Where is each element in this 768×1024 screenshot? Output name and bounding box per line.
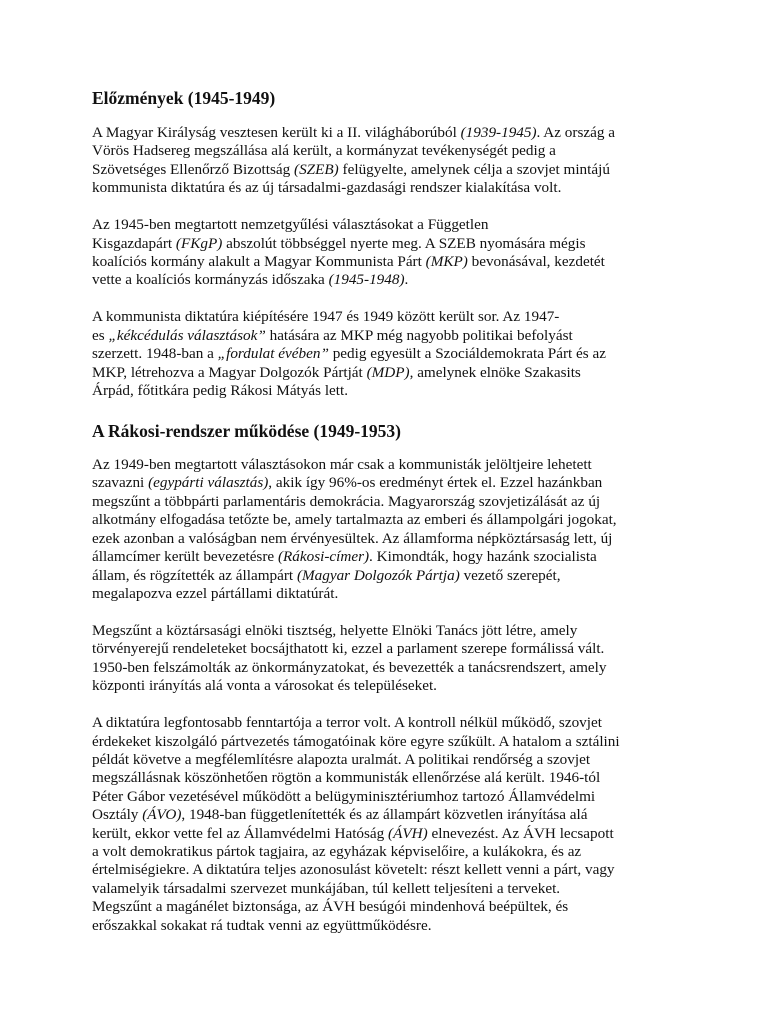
text-segment: Vörös Hadsereg megszállása alá került, a kormányzat tevékenységét pedig a [92,142,556,160]
text-line [92,567,682,585]
text-line [92,714,682,732]
text-segment: Szövetséges Ellenőrző Bizottság [92,160,295,178]
section-elozmenyek [92,124,682,400]
text-segment: felügyelte, amelynek célja a szovjet mintájú [338,160,610,178]
text-segment: Árpád, főtitkára pedig Rákosi Mátyás lett. [92,382,349,400]
paragraph [92,308,682,400]
text-line [92,677,682,695]
italic-term: „fordulat évében” [217,345,329,363]
text-segment: vette a koalíciós kormányzás időszaka [92,271,329,289]
text-segment: A diktatúra legfontosabb fenntartója a terror volt. A kontroll nélkül működő, szovjet [92,714,602,732]
section-heading-rakosi-rendszer: A Rákosi-rendszer működése (1949-1953) [92,421,402,442]
text-line [92,216,682,234]
paragraph [92,456,682,603]
text-segment: MKP, létrehozva a Magyar Dolgozók Pártját [92,363,367,381]
italic-term: (MKP) [425,253,468,271]
text-line [92,585,682,603]
text-segment: központi irányítás alá vonta a városokat és településeket. [92,677,437,695]
text-line [92,733,682,751]
text-segment: szerzett. 1948-ban a [92,345,218,363]
text-segment: . [404,271,409,289]
text-segment: erőszakkal sokakat rá tudtak venni az együttműködésre. [92,916,432,934]
text-segment: , amelynek elnöke Szakasits [409,363,581,381]
text-line [92,880,682,898]
text-segment: kommunista diktatúra és az új társadalmi-gazdasági rendszer kialakítása volt. [92,179,562,197]
text-line [92,769,682,787]
section-rakosi-rendszer [92,456,682,935]
text-segment: megszállásnak köszönhetően rögtön a kommunisták ellenőrzése alá került. 1946-tól [92,769,601,787]
text-segment: érdekeket kiszolgáló pártvezetés támogatóinak köre egyre szűkült. A hatalom a sztálini [92,732,620,750]
text-line [92,659,682,677]
italic-term: „kékcédulás választások” [108,326,266,344]
text-line [92,640,682,658]
text-line [92,530,682,548]
paragraph [92,622,682,696]
text-segment: alkotmány elfogadása tetőzte be, amely tartalmazta az emberi és állampolgári jogokat, [92,511,617,529]
text-segment: Kisgazdapárt [92,234,176,252]
text-segment: A Magyar Királyság vesztesen került ki a II. világháborúból [92,124,461,141]
text-line [92,898,682,916]
text-segment: Osztály [92,806,143,824]
text-line [92,788,682,806]
text-segment: vezető szerepét, [459,566,561,584]
italic-term: (FKgP) [175,234,223,252]
text-segment: szavazni [92,474,149,492]
section-heading-elozmenyek: Előzmények (1945-1949) [92,88,276,108]
text-line [92,179,682,197]
text-line [92,806,682,824]
text-segment: megalapozva ezzel pártállami diktatúrát. [92,584,339,602]
text-line [92,271,682,289]
text-segment: került, ekkor vette fel az Államvédelmi Hatóság [92,824,389,842]
text-segment: Megszűnt a köztársasági elnöki tisztség, helyette Elnöki Tanács jött létre, amely [92,621,578,639]
text-line [92,382,682,400]
text-segment: , akik így 96%-os eredményt értek el. Ezzel hazánkban [268,474,603,492]
text-segment: elnevezést. Az ÁVH lecsapott [427,824,614,842]
text-segment: a volt demokratikus pártok tagjaira, az egyházak képviselőire, a kulákokra, és az [92,842,582,860]
text-segment: hatására az MKP még nagyobb politikai befolyást [265,326,573,344]
italic-term: (egypárti választás) [148,474,269,492]
text-line [92,548,682,566]
text-segment: es [92,326,109,344]
paragraph [92,216,682,290]
text-line [92,861,682,879]
text-segment: . Az ország a [536,124,615,141]
text-line [92,456,682,474]
italic-term: (1939-1945) [460,124,537,141]
text-line [92,161,682,179]
text-segment: törvényerejű rendeleteket bocsájthatott ki, ezzel a parlament szerepe formálissá vált. [92,640,605,658]
text-line [92,253,682,271]
text-line [92,364,682,382]
text-segment: A kommunista diktatúra kiépítésére 1947 és 1949 között került sor. Az 1947- [92,308,560,326]
text-segment: . Kimondták, hogy hazánk szocialista [369,548,597,566]
text-line [92,327,682,345]
text-line [92,751,682,769]
italic-term: (Rákosi-címer) [277,548,370,566]
text-line [92,843,682,861]
text-line [92,825,682,843]
paragraph [92,124,682,198]
italic-term: (ÁVH) [388,824,428,842]
text-segment: állam, és rögzítették az állampárt [92,566,297,584]
text-segment: megszűnt a többpárti parlamentáris demokrácia. Magyarország szovjetizálását az új [92,492,601,510]
text-line [92,235,682,253]
text-segment: , 1948-ban függetlenítették és az állampárt közvetlen irányítása alá [181,806,588,824]
text-line [92,142,682,160]
text-line [92,474,682,492]
paragraph [92,714,682,935]
text-line [92,622,682,640]
italic-term: (MDP) [366,363,410,381]
text-segment: Megszűnt a magánélet biztonsága, az ÁVH besúgói mindenhová beépültek, és [92,898,569,916]
text-segment: bevonásával, kezdetét [467,253,605,271]
text-segment: ezek azonban a valóságban nem érvényesültek. Az államforma népköztársaság lett, új [92,529,613,547]
italic-term: (Magyar Dolgozók Pártja) [296,566,460,584]
text-segment: valamelyik társadalmi szervezet munkájában, túl kellett teljesíteni a terveket. [92,879,561,897]
text-segment: abszolút többséggel nyerte meg. A SZEB nyomására mégis [222,234,586,252]
italic-term: (1945-1948) [328,271,405,289]
italic-term: (SZEB) [294,160,339,178]
text-line [92,124,682,142]
text-segment: pedig egyesült a Szociáldemokrata Párt és az [328,345,606,363]
text-line [92,493,682,511]
text-segment: Az 1945-ben megtartott nemzetgyűlési választásokat a Független [92,216,489,234]
text-segment: 1950-ben felszámolták az önkormányzatokat, és bevezették a tanácsrendszert, amely [92,658,607,676]
text-segment: Péter Gábor vezetésével működött a belügyminisztériumhoz tartozó Államvédelmi [92,787,596,805]
text-segment: koalíciós kormány alakult a Magyar Kommunista Párt [92,253,426,271]
text-segment: példát követve a megfélemlítésre alapozta uralmát. A politikai rendőrség a szovjet [92,750,591,768]
text-segment: államcímer került bevezetésre [92,548,278,566]
text-segment: Az 1949-ben megtartott választásokon már csak a kommunisták jelöltjeire lehetett [92,456,592,474]
text-line [92,917,682,935]
text-line [92,511,682,529]
text-line [92,345,682,363]
text-segment: értelmiségiekre. A diktatúra teljes azonosulást követelt: részt kellett venni a párt, vagy [92,861,615,879]
text-line [92,308,682,326]
italic-term: (ÁVO) [142,806,182,824]
document-page [92,86,682,954]
